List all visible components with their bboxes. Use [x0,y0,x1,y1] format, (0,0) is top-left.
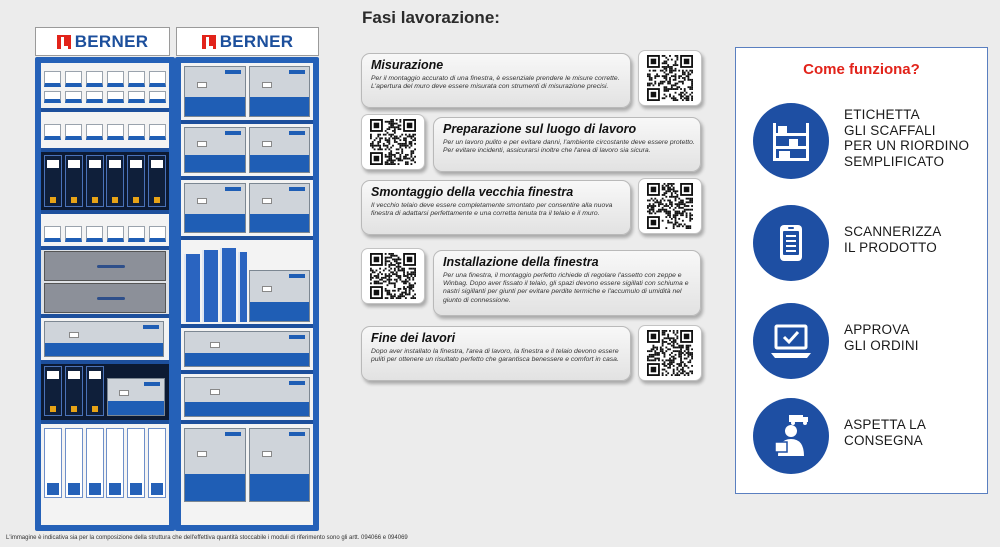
shelf-vertical-panels [181,240,313,324]
shelving-unit-right [175,57,319,531]
shelf-large-boxes [181,63,313,120]
shelf-small-boxes [41,214,169,250]
phase-card-preparazione [433,117,701,172]
step-text-scannerizza: SCANNERIZZA IL PRODOTTO [844,224,942,255]
phase-title: Preparazione sul luogo di lavoro [443,122,637,136]
step-text-aspetta: ASPETTA LA CONSEGNA [844,417,927,448]
shelf-icon [753,103,829,179]
berner-logo-icon [57,35,71,49]
phase-card-fine-lavori [361,326,631,381]
shelf-large-box [181,374,313,420]
step-text-etichetta: ETICHETTA GLI SCAFFALI PER UN RIORDINO SEMPLIFICATO [844,107,970,169]
laptop-check-icon [753,303,829,379]
qr-code-icon[interactable] [638,50,702,106]
phase-card-installazione [433,250,701,316]
shelf-large-box [41,318,169,360]
shelf-large-box [181,328,313,370]
brand-logo-text: BERNER [219,31,294,51]
shelf-large-boxes [181,424,313,525]
how-it-works-title: Come funziona? [803,61,920,78]
footer-disclaimer: L'immagine è indicativa sia per la composizione della struttura che dell'effettiva quantità stoccabile i moduli di riferimento sono gli artt. 094066 e 094069 [6,535,408,541]
shelf-large-boxes [181,124,313,176]
qr-code-icon[interactable] [361,114,425,170]
qr-code-icon[interactable] [638,325,702,381]
phase-title: Fine dei lavori [371,331,456,345]
shelf-mixed [41,364,169,420]
brand-header-left [35,27,170,56]
phase-description: Per un lavoro pulito e per evitare danni, l'ambiente circostante deve essere protetto. Per evitare incidenti, assicurarsi inoltre che l'area di lavoro sia sicura. [443,139,695,155]
phase-description: Per una finestra, il montaggio perfetto richiede di regolare l'assetto con zeppe e Winbag. Dopo aver fissato il telaio, gli spazi devono essere sigillati con schiuma e nastri sigillanti per giunti per evitare perdite termiche e l'accumulo di umidità nel giunto di connessione. [443,272,689,304]
brand-header-right [176,27,319,56]
phase-description: Per il montaggio accurato di una finestra, è essenziale prendere le misure corrette. L'apertura del muro deve essere misurata con strumenti di misurazione precisi. [371,75,620,91]
phase-title: Installazione della finestra [443,255,599,269]
qr-code-icon[interactable] [361,248,425,304]
phase-title: Misurazione [371,58,444,72]
step-text-approva: APPROVA GLI ORDINI [844,322,919,353]
phase-title: Smontaggio della vecchia finestra [371,185,574,199]
phase-description: Il vecchio telaio deve essere completamente smontato per consentire alla nuova finestra di adattarsi perfettamente e una corretta tenuta tra il telaio e il muro. [371,202,613,218]
phase-card-smontaggio [361,180,631,235]
shelving-unit-left [35,57,175,531]
scanner-icon [753,205,829,281]
berner-logo-icon [202,35,216,49]
phase-card-misurazione [361,53,631,108]
shelf-small-boxes [41,112,169,148]
shelf-dark-bins [41,152,169,210]
how-it-works-panel [735,47,988,494]
delivery-icon [753,398,829,474]
shelf-white-bins [41,424,169,525]
page-title: Fasi lavorazione: [362,8,500,27]
brand-logo-text: BERNER [74,31,149,51]
shelf-large-boxes [181,180,313,236]
shelf-small-boxes [41,63,169,108]
shelf-drawers [41,250,169,314]
qr-code-icon[interactable] [638,178,702,234]
phase-description: Dopo aver installato la finestra, l'area di lavoro, la finestra e il telaio devono essere puliti per ottenere un risultato perfetto che garantisca benessere e comfort in casa. [371,348,619,364]
